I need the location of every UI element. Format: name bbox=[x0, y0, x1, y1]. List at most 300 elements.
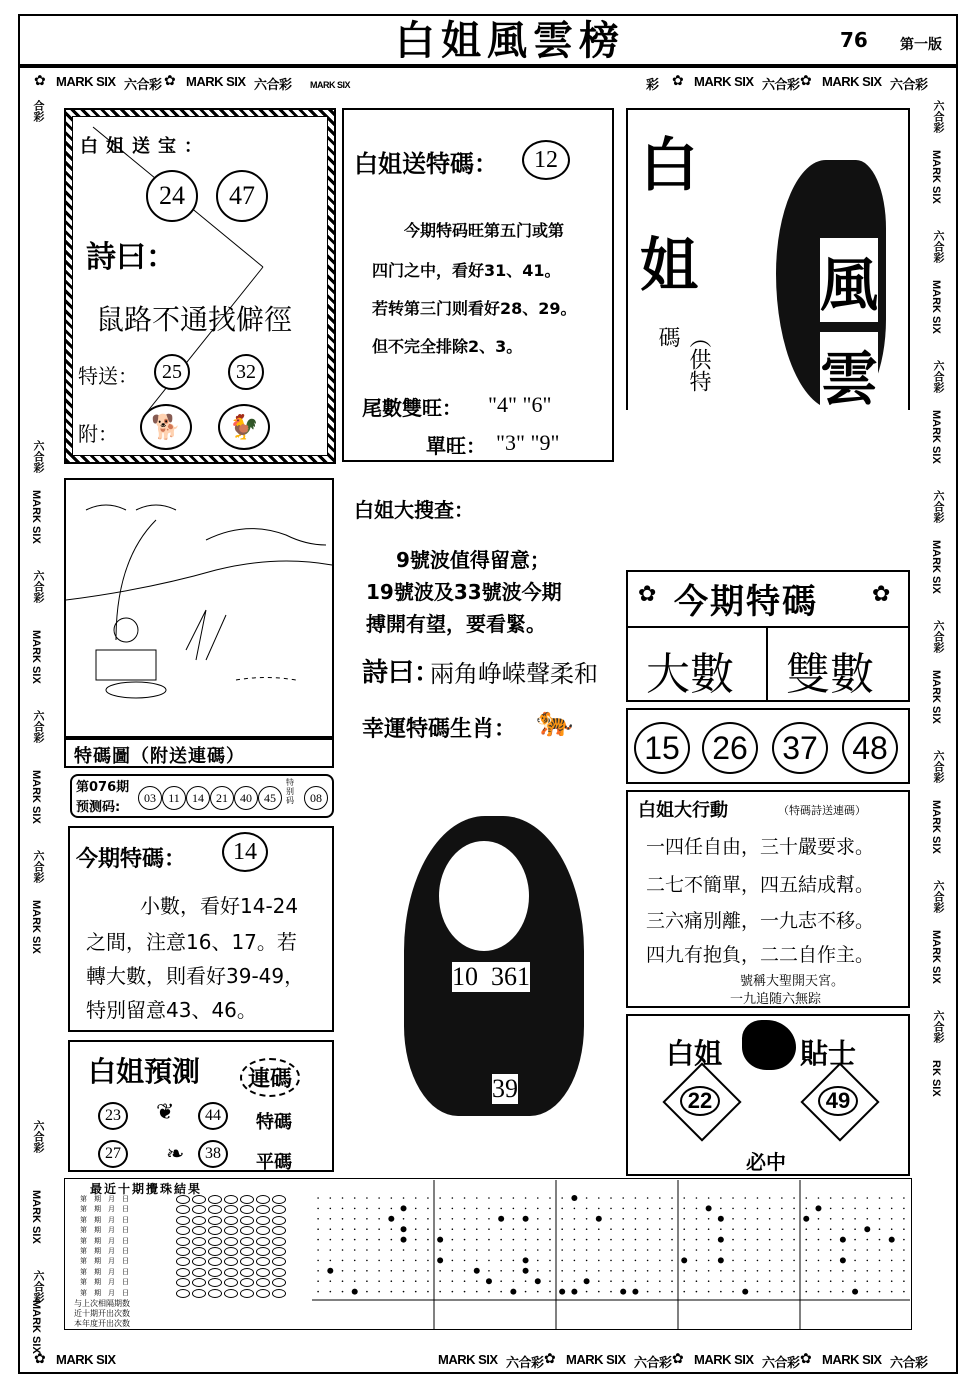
brand-cn: 六合彩 bbox=[890, 77, 928, 92]
grid-dot bbox=[537, 1197, 539, 1199]
ball-slot bbox=[192, 1226, 206, 1235]
box9-line: 之間，注意16、17。若 bbox=[86, 930, 297, 954]
grid-dot bbox=[830, 1270, 832, 1272]
grid-dot bbox=[683, 1239, 685, 1241]
brand-cn: 六合彩 bbox=[762, 77, 800, 92]
ball-slot bbox=[240, 1216, 254, 1225]
fisherman-illustration bbox=[66, 480, 332, 736]
grid-dot bbox=[683, 1270, 685, 1272]
grid-dot bbox=[757, 1280, 759, 1282]
grid-dot bbox=[769, 1270, 771, 1272]
grid-dot bbox=[391, 1197, 393, 1199]
grid-dot bbox=[842, 1291, 844, 1293]
ball-slot bbox=[176, 1237, 190, 1246]
grid-dot bbox=[622, 1218, 624, 1220]
grid-dot bbox=[903, 1291, 905, 1293]
grid-dot bbox=[842, 1270, 844, 1272]
ball-slot bbox=[272, 1216, 286, 1225]
grid-dot bbox=[574, 1228, 576, 1230]
brand-mark: MARK SIX bbox=[438, 1352, 498, 1367]
grid-dot bbox=[671, 1291, 673, 1293]
grid-dot bbox=[378, 1239, 380, 1241]
table-row bbox=[66, 1215, 310, 1225]
grid-dot bbox=[500, 1260, 502, 1262]
ball-slot bbox=[192, 1195, 206, 1204]
number-ball: 26 bbox=[702, 722, 758, 774]
ball-slot bbox=[208, 1268, 222, 1277]
number-ball: 25 bbox=[154, 354, 190, 390]
grid-dot bbox=[732, 1197, 734, 1199]
grid-dot bbox=[525, 1280, 527, 1282]
grid-dot bbox=[378, 1291, 380, 1293]
grid-dot bbox=[683, 1280, 685, 1282]
grid-dot bbox=[903, 1239, 905, 1241]
grid-dot bbox=[598, 1270, 600, 1272]
draw-mark bbox=[742, 1289, 748, 1295]
footer-label: 与上次相隔期数 bbox=[74, 1299, 130, 1308]
draw-mark bbox=[327, 1268, 333, 1274]
grid-dot bbox=[415, 1197, 417, 1199]
grid-dot bbox=[330, 1260, 332, 1262]
draw-mark bbox=[718, 1257, 724, 1263]
grid-dot bbox=[879, 1228, 881, 1230]
side-brand-mark: MARK SIX bbox=[930, 800, 942, 854]
side-brand-cn: 六合彩 bbox=[32, 570, 44, 603]
number-ball: 15 bbox=[634, 722, 690, 774]
grid-dot bbox=[903, 1280, 905, 1282]
number-ball: 38 bbox=[198, 1140, 228, 1168]
ball-slot bbox=[224, 1195, 238, 1204]
table-left-panel bbox=[66, 1194, 310, 1298]
ball-slot bbox=[224, 1226, 238, 1235]
ball-slot bbox=[224, 1216, 238, 1225]
draw-mark bbox=[510, 1289, 516, 1295]
grid-dot bbox=[696, 1239, 698, 1241]
grid-dot bbox=[732, 1280, 734, 1282]
ball-slot bbox=[192, 1216, 206, 1225]
grid-dot bbox=[354, 1249, 356, 1251]
grid-dot bbox=[513, 1270, 515, 1272]
grid-dot bbox=[769, 1218, 771, 1220]
box12-title-right: 貼士 bbox=[800, 1037, 857, 1070]
grid-dot bbox=[488, 1228, 490, 1230]
grid-dot bbox=[391, 1260, 393, 1262]
grid-dot bbox=[378, 1249, 380, 1251]
grid-dot bbox=[500, 1291, 502, 1293]
face-shape bbox=[439, 841, 529, 951]
grid-dot bbox=[598, 1249, 600, 1251]
grid-dot bbox=[891, 1218, 893, 1220]
issue-label: 第076期 bbox=[76, 780, 130, 795]
art-note: （供特碼 bbox=[655, 326, 711, 392]
grid-dot bbox=[574, 1270, 576, 1272]
grid-dot bbox=[866, 1291, 868, 1293]
draw-mark bbox=[523, 1257, 529, 1263]
box10-subtitle: （特碼詩送連碼） bbox=[778, 804, 866, 817]
grid-dot bbox=[403, 1218, 405, 1220]
grid-dot bbox=[403, 1291, 405, 1293]
row-label: 第 期 月 日 bbox=[80, 1236, 129, 1245]
ball-slot bbox=[208, 1195, 222, 1204]
number-ball: 47 bbox=[216, 170, 268, 222]
flower-icon: ✿ bbox=[672, 73, 684, 89]
grid-dot bbox=[635, 1249, 637, 1251]
grid-dot bbox=[586, 1208, 588, 1210]
ball-slot bbox=[272, 1268, 286, 1277]
ball-slot bbox=[192, 1237, 206, 1246]
lucky-label: 幸運特碼生肖： bbox=[362, 717, 517, 742]
grid-dot bbox=[427, 1270, 429, 1272]
grid-dot bbox=[866, 1218, 868, 1220]
ball-slot bbox=[256, 1247, 270, 1256]
table-row bbox=[66, 1236, 310, 1246]
row-label: 第 期 月 日 bbox=[80, 1257, 129, 1266]
pred-special-ball: 08 bbox=[304, 786, 328, 810]
grid-dot bbox=[500, 1208, 502, 1210]
box5-title: 白姐大搜查： bbox=[354, 498, 474, 522]
ball-slot bbox=[176, 1257, 190, 1266]
grid-dot bbox=[488, 1218, 490, 1220]
grid-dot bbox=[317, 1228, 319, 1230]
grid-dot bbox=[744, 1260, 746, 1262]
grid-dot bbox=[366, 1249, 368, 1251]
grid-dot bbox=[671, 1228, 673, 1230]
draw-mark bbox=[523, 1268, 529, 1274]
grid-dot bbox=[342, 1249, 344, 1251]
grid-dot bbox=[378, 1280, 380, 1282]
side-brand-mark: MARK SIX bbox=[930, 410, 942, 464]
grid-dot bbox=[744, 1208, 746, 1210]
grid-dot bbox=[464, 1218, 466, 1220]
ball-slot bbox=[240, 1205, 254, 1214]
row-label: 第 期 月 日 bbox=[80, 1195, 129, 1203]
ball-slot bbox=[240, 1195, 254, 1204]
grid-dot bbox=[647, 1249, 649, 1251]
ball-slot bbox=[224, 1247, 238, 1256]
grid-dot bbox=[769, 1260, 771, 1262]
grid-dot bbox=[513, 1228, 515, 1230]
grid-dot bbox=[903, 1270, 905, 1272]
attach-label: 附： bbox=[78, 422, 118, 446]
draw-mark bbox=[632, 1289, 638, 1295]
brand-mark: MARK SIX bbox=[694, 1352, 754, 1367]
grid-dot bbox=[500, 1197, 502, 1199]
grid-dot bbox=[317, 1280, 319, 1282]
grid-dot bbox=[330, 1218, 332, 1220]
grid-dot bbox=[696, 1218, 698, 1220]
grid-dot bbox=[708, 1239, 710, 1241]
brand-mark: MARK SIX bbox=[56, 1352, 116, 1367]
photo-text: 39 bbox=[492, 1074, 518, 1103]
grid-dot bbox=[561, 1270, 563, 1272]
side-brand-mark: RK SIX bbox=[930, 1060, 942, 1097]
grid-dot bbox=[866, 1270, 868, 1272]
grid-dot bbox=[610, 1291, 612, 1293]
draw-mark bbox=[681, 1257, 687, 1263]
number-ball: 27 bbox=[98, 1140, 128, 1168]
grid-dot bbox=[330, 1249, 332, 1251]
grid-dot bbox=[769, 1208, 771, 1210]
grid-dot bbox=[854, 1197, 856, 1199]
grid-dot bbox=[635, 1208, 637, 1210]
grid-dot bbox=[781, 1260, 783, 1262]
ball-slot bbox=[176, 1205, 190, 1214]
grid-dot bbox=[574, 1249, 576, 1251]
grid-dot bbox=[488, 1249, 490, 1251]
grid-dot bbox=[818, 1239, 820, 1241]
flower-icon: ✿ bbox=[34, 73, 46, 89]
ball-slot bbox=[192, 1278, 206, 1287]
grid-dot bbox=[866, 1208, 868, 1210]
grid-dot bbox=[330, 1197, 332, 1199]
brand-mark: MARK SIX bbox=[186, 74, 246, 89]
grid-dot bbox=[354, 1260, 356, 1262]
grid-dot bbox=[378, 1208, 380, 1210]
ball-slot bbox=[208, 1289, 222, 1298]
brand-cn: 六合彩 bbox=[762, 1355, 800, 1370]
grid-dot bbox=[781, 1197, 783, 1199]
grid-dot bbox=[659, 1239, 661, 1241]
grid-dot bbox=[415, 1280, 417, 1282]
grid-dot bbox=[708, 1197, 710, 1199]
draw-mark bbox=[523, 1216, 529, 1222]
grid-dot bbox=[464, 1239, 466, 1241]
grid-dot bbox=[879, 1291, 881, 1293]
side-brand-mark: MARK SIX bbox=[930, 150, 942, 204]
diagonal-line bbox=[73, 117, 329, 457]
ball-slot bbox=[240, 1289, 254, 1298]
grid-dot bbox=[513, 1260, 515, 1262]
table-row bbox=[66, 1225, 310, 1235]
grid-dot bbox=[781, 1280, 783, 1282]
grid-dot bbox=[598, 1197, 600, 1199]
grid-dot bbox=[879, 1208, 881, 1210]
grid-dot bbox=[598, 1239, 600, 1241]
grid-dot bbox=[561, 1280, 563, 1282]
grid-dot bbox=[854, 1208, 856, 1210]
ball-slot bbox=[256, 1195, 270, 1204]
draw-mark bbox=[864, 1226, 870, 1232]
grid-dot bbox=[769, 1291, 771, 1293]
grid-dot bbox=[647, 1197, 649, 1199]
grid-dot bbox=[500, 1249, 502, 1251]
grid-dot bbox=[757, 1239, 759, 1241]
grid-dot bbox=[793, 1270, 795, 1272]
grid-dot bbox=[513, 1249, 515, 1251]
grid-dot bbox=[513, 1218, 515, 1220]
grid-dot bbox=[439, 1291, 441, 1293]
number-ball: 22 bbox=[680, 1086, 720, 1116]
grid-dot bbox=[830, 1228, 832, 1230]
box1-title: 白姐送宝： bbox=[80, 136, 210, 157]
ball-slot bbox=[208, 1257, 222, 1266]
grid-dot bbox=[744, 1228, 746, 1230]
grid-dot bbox=[647, 1260, 649, 1262]
grid-dot bbox=[574, 1260, 576, 1262]
grid-dot bbox=[732, 1260, 734, 1262]
grid-dot bbox=[537, 1228, 539, 1230]
box10-line: 一四任自由，三十嚴要求。 bbox=[646, 836, 875, 858]
ball-slot bbox=[224, 1237, 238, 1246]
grid-dot bbox=[720, 1208, 722, 1210]
grid-dot bbox=[659, 1249, 661, 1251]
grid-dot bbox=[366, 1208, 368, 1210]
draw-mark bbox=[852, 1289, 858, 1295]
grid-dot bbox=[549, 1249, 551, 1251]
grid-dot bbox=[525, 1197, 527, 1199]
grid-dot bbox=[549, 1291, 551, 1293]
grid-dot bbox=[330, 1208, 332, 1210]
grid-dot bbox=[391, 1228, 393, 1230]
box11-title: 白姐預測 bbox=[88, 1055, 201, 1088]
grid-dot bbox=[500, 1228, 502, 1230]
ball-slot bbox=[176, 1195, 190, 1204]
grid-dot bbox=[720, 1291, 722, 1293]
grid-dot bbox=[537, 1239, 539, 1241]
number-ball: 32 bbox=[228, 354, 264, 390]
pred-ball: 03 bbox=[138, 786, 162, 810]
grid-dot bbox=[818, 1197, 820, 1199]
grid-dot bbox=[903, 1228, 905, 1230]
ball-slot bbox=[224, 1205, 238, 1214]
grid-dot bbox=[757, 1260, 759, 1262]
grid-dot bbox=[659, 1218, 661, 1220]
grid-dot bbox=[622, 1260, 624, 1262]
grid-dot bbox=[610, 1280, 612, 1282]
grid-dot bbox=[452, 1208, 454, 1210]
side-brand-cn: 六合彩 bbox=[932, 230, 944, 263]
grid-dot bbox=[464, 1260, 466, 1262]
grid-dot bbox=[854, 1239, 856, 1241]
grid-dot bbox=[891, 1197, 893, 1199]
grid-dot bbox=[354, 1228, 356, 1230]
grid-dot bbox=[866, 1197, 868, 1199]
ball-slot bbox=[272, 1257, 286, 1266]
grid-dot bbox=[366, 1239, 368, 1241]
grid-dot bbox=[574, 1218, 576, 1220]
grid-dot bbox=[537, 1270, 539, 1272]
grid-dot bbox=[671, 1260, 673, 1262]
grid-dot bbox=[317, 1270, 319, 1272]
flower-icon: ✿ bbox=[672, 1351, 684, 1367]
brand-mark: MARK SIX bbox=[822, 1352, 882, 1367]
grid-dot bbox=[317, 1218, 319, 1220]
stamp-label: 連碼 bbox=[240, 1058, 300, 1097]
grid-dot bbox=[891, 1280, 893, 1282]
grid-dot bbox=[342, 1280, 344, 1282]
box6-divider-v bbox=[766, 626, 768, 702]
side-brand-cn: 六合彩 bbox=[32, 710, 44, 743]
grid-dot bbox=[598, 1280, 600, 1282]
grid-dot bbox=[378, 1228, 380, 1230]
grid-dot bbox=[366, 1197, 368, 1199]
grid-dot bbox=[830, 1280, 832, 1282]
box10-line: 四九有抱負，二二自作主。 bbox=[646, 944, 875, 966]
side-brand-mark: MARK SIX bbox=[30, 900, 42, 954]
flower-icon: ✿ bbox=[872, 582, 891, 607]
grid-dot bbox=[330, 1228, 332, 1230]
pred-ball: 14 bbox=[186, 786, 210, 810]
box6-item: 大數 bbox=[646, 649, 734, 700]
grid-dot bbox=[854, 1260, 856, 1262]
draw-mark bbox=[401, 1237, 407, 1243]
grid-dot bbox=[317, 1249, 319, 1251]
draw-mark bbox=[559, 1289, 565, 1295]
row-label: 第 期 月 日 bbox=[80, 1215, 129, 1224]
grid-dot bbox=[744, 1239, 746, 1241]
grid-dot bbox=[622, 1228, 624, 1230]
box5-line: 搏開有望，要看緊。 bbox=[366, 612, 546, 636]
grid-dot bbox=[476, 1291, 478, 1293]
grid-dot bbox=[818, 1260, 820, 1262]
grid-dot bbox=[891, 1249, 893, 1251]
grid-dot bbox=[549, 1260, 551, 1262]
grid-dot bbox=[427, 1249, 429, 1251]
box2-line: 今期特码旺第五门或第 bbox=[404, 221, 565, 240]
draw-mark bbox=[535, 1278, 541, 1284]
grid-dot bbox=[537, 1208, 539, 1210]
grid-dot bbox=[561, 1239, 563, 1241]
number-ball: 23 bbox=[98, 1102, 128, 1130]
grid-dot bbox=[659, 1291, 661, 1293]
grid-dot bbox=[659, 1228, 661, 1230]
box2-line: 但不完全排除2、3。 bbox=[372, 337, 523, 356]
grid-dot bbox=[830, 1239, 832, 1241]
grid-dot bbox=[708, 1280, 710, 1282]
grid-dot bbox=[622, 1249, 624, 1251]
grid-dot bbox=[537, 1291, 539, 1293]
grid-dot bbox=[793, 1260, 795, 1262]
pred-ball: 45 bbox=[258, 786, 282, 810]
grid-dot bbox=[586, 1249, 588, 1251]
grid-dot bbox=[671, 1208, 673, 1210]
grid-dot bbox=[903, 1197, 905, 1199]
ball-slot bbox=[272, 1237, 286, 1246]
leaf-icon: ❧ bbox=[166, 1142, 185, 1167]
grid-dot bbox=[866, 1249, 868, 1251]
grid-dot bbox=[671, 1239, 673, 1241]
box10-foot: 一九追随六無踪 bbox=[730, 992, 822, 1007]
ball-slot bbox=[256, 1289, 270, 1298]
grid-dot bbox=[879, 1218, 881, 1220]
grid-dot bbox=[464, 1249, 466, 1251]
grid-dot bbox=[513, 1197, 515, 1199]
grid-dot bbox=[549, 1218, 551, 1220]
grid-dot bbox=[842, 1218, 844, 1220]
ball-slot bbox=[256, 1237, 270, 1246]
ball-slot bbox=[272, 1205, 286, 1214]
grid-dot bbox=[415, 1291, 417, 1293]
grid-dot bbox=[659, 1280, 661, 1282]
grid-dot bbox=[866, 1239, 868, 1241]
draw-mark bbox=[486, 1278, 492, 1284]
grid-dot bbox=[342, 1208, 344, 1210]
grid-dot bbox=[610, 1197, 612, 1199]
grid-dot bbox=[610, 1218, 612, 1220]
grid-dot bbox=[415, 1239, 417, 1241]
box5-line: 19號波及33號波今期 bbox=[366, 580, 562, 604]
draw-mark bbox=[840, 1257, 846, 1263]
results-title: 最近十期攪珠結果 bbox=[90, 1182, 203, 1196]
grid-dot bbox=[476, 1239, 478, 1241]
draw-mark bbox=[584, 1278, 590, 1284]
grid-dot bbox=[391, 1208, 393, 1210]
grid-dot bbox=[330, 1280, 332, 1282]
flower-icon: ✿ bbox=[544, 1351, 556, 1367]
ball-slot bbox=[240, 1237, 254, 1246]
grid-dot bbox=[696, 1228, 698, 1230]
grid-dot bbox=[757, 1197, 759, 1199]
